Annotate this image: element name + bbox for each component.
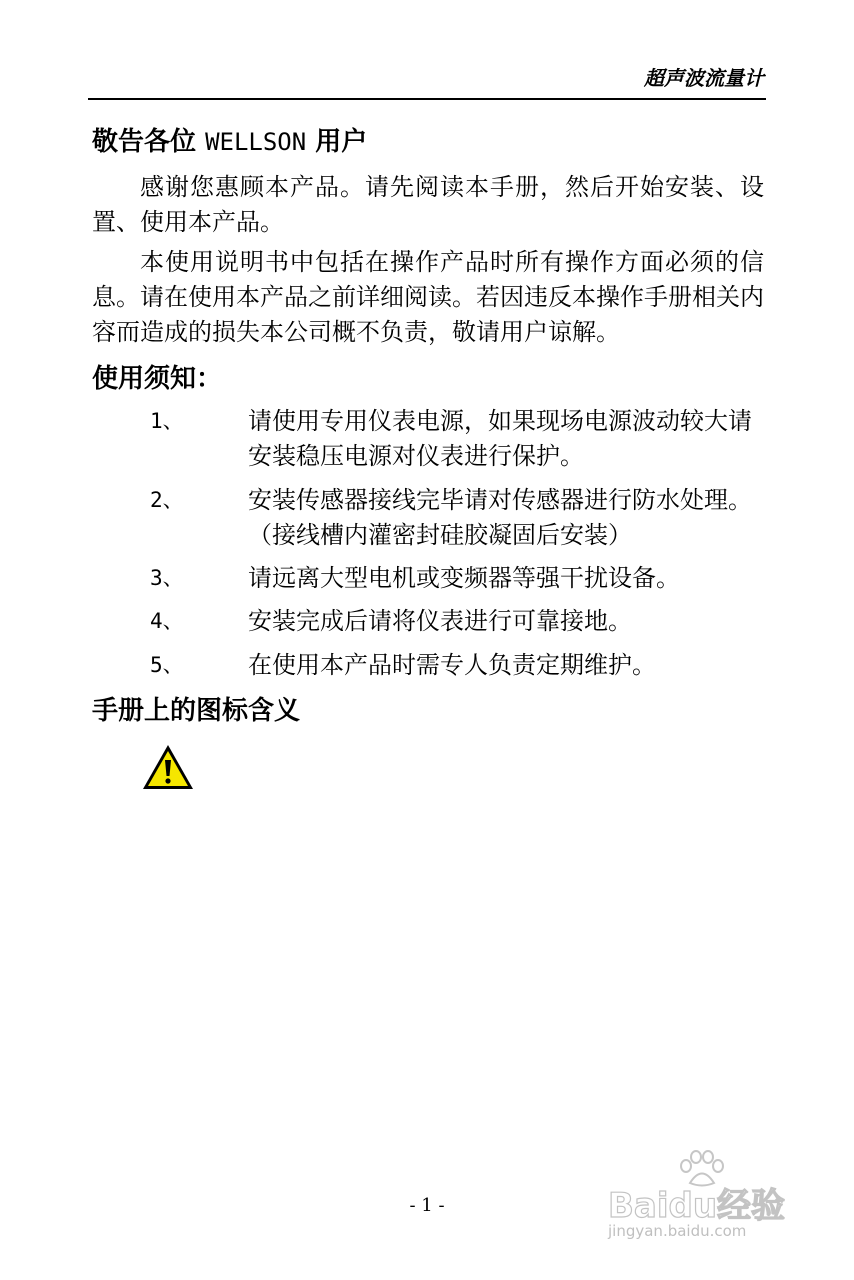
intro-paragraph-2: 本使用说明书中包括在操作产品时所有操作方面必须的信息。请在使用本产品之前详细阅读。若因违反本操作手册相关内容而造成的损失本公司概不负责，敬请用户谅解。 [92, 248, 764, 346]
brand-name: WELLSON [205, 128, 307, 156]
list-item-text: 安装完成后请将仪表进行可靠接地。 [248, 607, 632, 635]
watermark-url: jingyan.baidu.com [608, 1222, 747, 1240]
list-item-text: 安装传感器接线完毕请对传感器进行防水处理。（接线槽内灌密封硅胶凝固后安装） [248, 486, 752, 549]
list-item-text: 请远离大型电机或变频器等强干扰设备。 [248, 564, 680, 592]
header-rule [88, 98, 766, 100]
list-item-text: 请使用专用仪表电源，如果现场电源波动较大请安装稳压电源对仪表进行保护。 [248, 407, 752, 470]
greeting-heading-suffix: 用户 [306, 127, 368, 157]
intro-paragraph-1: 感谢您惠顾本产品。请先阅读本手册，然后开始安装、设置、使用本产品。 [92, 173, 764, 236]
greeting-heading-prefix: 敬告各位 [92, 127, 206, 157]
baidu-jingyan-watermark [600, 1150, 810, 1250]
list-item-number: 4、 [150, 609, 184, 633]
icon-meaning-heading: 手册上的图标含义 [92, 696, 301, 726]
watermark-logo: Baidu经验 [608, 1186, 786, 1226]
list-item-number: 3、 [150, 566, 184, 590]
list-item-text: 在使用本产品时需专人负责定期维护。 [248, 651, 656, 679]
list-item-number: 1、 [150, 409, 184, 433]
page-number: - 1 - [409, 1195, 445, 1216]
warning-icon [141, 743, 195, 791]
notice-heading: 使用须知： [92, 364, 223, 394]
list-item-number: 2、 [150, 488, 184, 512]
greeting-heading [92, 125, 367, 159]
running-header-title: 超声波流量计 [644, 66, 764, 90]
list-item-number: 5、 [150, 653, 184, 677]
